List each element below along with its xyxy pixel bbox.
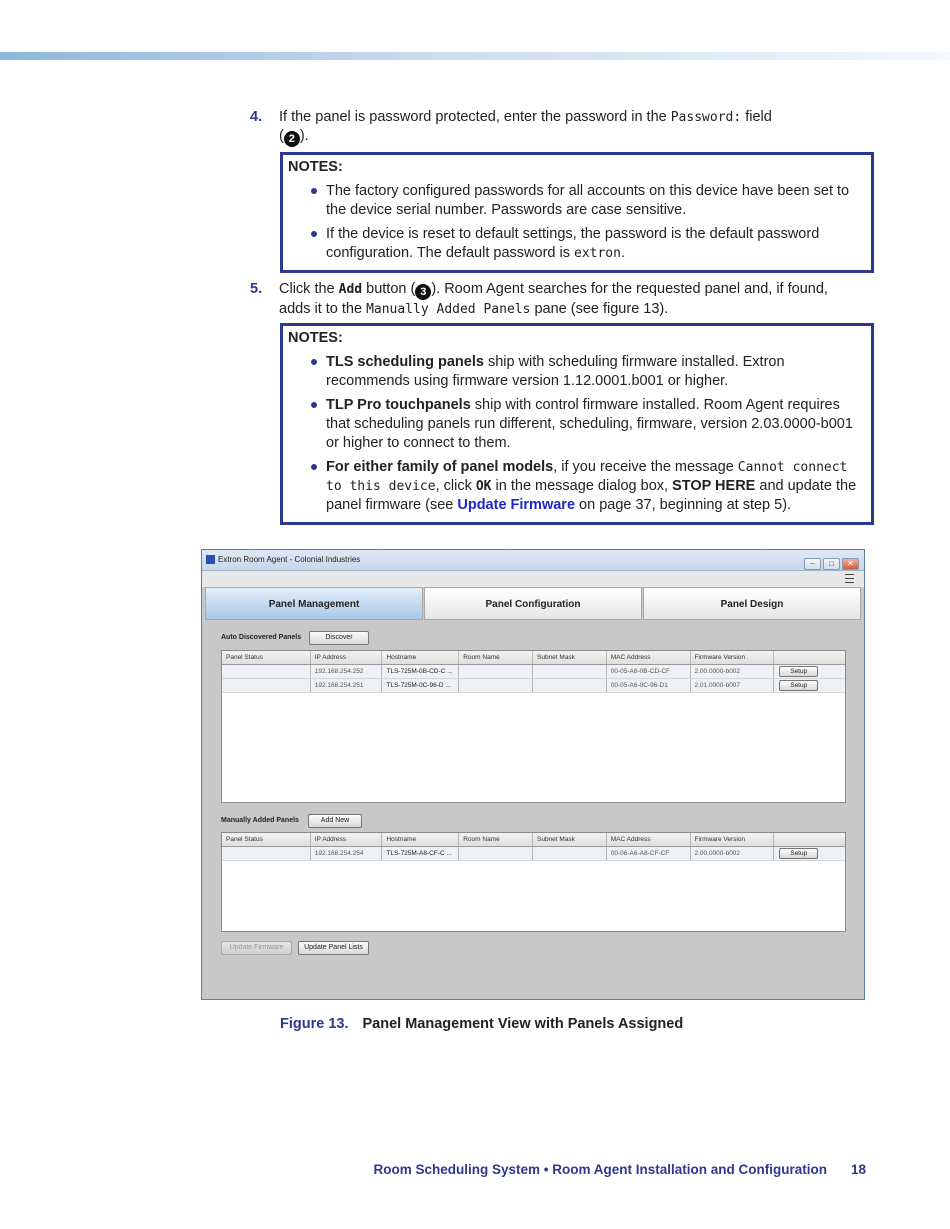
cell-mac: 00-05-A6-0B-CD-CF bbox=[607, 665, 691, 678]
cell-ip: 192.168.254.254 bbox=[311, 847, 383, 860]
discover-button[interactable]: Discover bbox=[309, 631, 369, 645]
step-number: 5. bbox=[250, 281, 263, 297]
maximize-icon[interactable]: □ bbox=[823, 558, 840, 570]
step-text: button ( bbox=[362, 281, 416, 297]
note-text: , click bbox=[435, 478, 476, 494]
step-text: Click the bbox=[279, 281, 339, 297]
tab-panel-configuration[interactable]: Panel Configuration bbox=[424, 587, 642, 620]
cell-room bbox=[459, 847, 533, 860]
cell-firmware: 2.00.0000-b002 bbox=[691, 847, 775, 860]
cell-subnet bbox=[533, 665, 607, 678]
notes-heading: NOTES: bbox=[288, 330, 343, 346]
cell-status bbox=[222, 679, 311, 692]
note-item bbox=[288, 182, 866, 220]
notes-heading: NOTES: bbox=[288, 159, 343, 175]
cell-firmware: 2.00.0000-b002 bbox=[691, 665, 775, 678]
code-text: Manually Added Panels bbox=[366, 302, 531, 317]
tab-panel-management[interactable]: Panel Management bbox=[205, 587, 423, 620]
field-name: Password: bbox=[670, 110, 742, 125]
step-5 bbox=[250, 280, 862, 319]
code-text: Cannot connect to this device bbox=[326, 460, 848, 494]
app-window bbox=[201, 549, 865, 1000]
cell-hostname: TLS-725M-0B-CD-C ... bbox=[382, 665, 459, 678]
setup-button[interactable]: Setup bbox=[779, 848, 818, 859]
table-header bbox=[222, 833, 845, 847]
code-text: OK bbox=[475, 479, 492, 494]
figure-caption bbox=[280, 1016, 683, 1032]
paren: ( bbox=[279, 128, 284, 144]
column-header[interactable]: Firmware Version bbox=[691, 833, 775, 846]
column-header bbox=[774, 651, 845, 664]
table-row[interactable] bbox=[222, 665, 845, 679]
note-bold: TLS scheduling panels bbox=[326, 354, 484, 370]
note-text: The factory configured passwords for all accounts on this device have been set to the device serial number. Passwords are case sensitive. bbox=[326, 183, 850, 218]
close-icon[interactable]: ✕ bbox=[842, 558, 859, 570]
cell-status bbox=[222, 665, 311, 678]
code-text: extron bbox=[574, 246, 621, 261]
note-bold: TLP Pro touchpanels bbox=[326, 397, 471, 413]
cell-subnet bbox=[533, 847, 607, 860]
column-header[interactable]: MAC Address bbox=[607, 833, 691, 846]
page-footer bbox=[373, 1162, 866, 1177]
title-bar bbox=[202, 550, 864, 571]
auto-discovered-table bbox=[221, 650, 846, 803]
note-item bbox=[288, 353, 866, 391]
note-bold: For either family of panel models bbox=[326, 459, 554, 475]
cell-hostname: TLS-725M-A8-CF-C ... bbox=[382, 847, 459, 860]
manually-added-table bbox=[221, 832, 846, 932]
table-header bbox=[222, 651, 845, 665]
note-text: on page 37, beginning at step 5). bbox=[575, 497, 792, 513]
footer-text: Room Scheduling System • Room Agent Installation and Configuration bbox=[373, 1162, 827, 1177]
table-row[interactable] bbox=[222, 679, 845, 693]
minimize-icon[interactable]: – bbox=[804, 558, 821, 570]
notes-box bbox=[280, 152, 874, 273]
figure-title: Panel Management View with Panels Assigned bbox=[362, 1016, 684, 1032]
step-text: field bbox=[741, 109, 772, 125]
step-text: ). Room Agent searches for the requested panel and, if found, adds it to the bbox=[279, 281, 828, 317]
cell-ip: 192.168.254.252 bbox=[311, 665, 383, 678]
update-firmware-button[interactable]: Update Firmware bbox=[221, 941, 292, 955]
column-header[interactable]: Subnet Mask bbox=[533, 651, 607, 664]
step-4 bbox=[250, 108, 862, 147]
note-text: If the device is reset to default settings, the password is the default password configuration. The default password is bbox=[326, 226, 820, 261]
column-header bbox=[774, 833, 845, 846]
callout-2-icon: 2 bbox=[284, 131, 300, 147]
setup-button[interactable]: Setup bbox=[779, 666, 818, 677]
note-text: ship with scheduling firmware installed. Extron recommends using firmware version 1.12.0001.b001 or higher. bbox=[326, 354, 785, 389]
tab-panel-design[interactable]: Panel Design bbox=[643, 587, 861, 620]
column-header[interactable]: Panel Status bbox=[222, 651, 311, 664]
cell-firmware: 2.01.0000-b007 bbox=[691, 679, 775, 692]
notes-box bbox=[280, 323, 874, 525]
table-row[interactable] bbox=[222, 847, 845, 861]
header-gradient-bar bbox=[0, 52, 950, 60]
callout-3-icon: 3 bbox=[415, 284, 431, 300]
column-header[interactable]: Room Name bbox=[459, 833, 533, 846]
note-text: in the message dialog box, bbox=[491, 478, 673, 494]
note-text: , if you receive the message bbox=[553, 459, 738, 475]
column-header[interactable]: Hostname bbox=[382, 833, 459, 846]
cell-room bbox=[459, 665, 533, 678]
setup-button[interactable]: Setup bbox=[779, 680, 818, 691]
cell-subnet bbox=[533, 679, 607, 692]
column-header[interactable]: IP Address bbox=[311, 651, 383, 664]
step-number: 4. bbox=[250, 109, 263, 125]
note-item bbox=[288, 396, 866, 453]
cell-status bbox=[222, 847, 311, 860]
menu-icon[interactable] bbox=[845, 574, 854, 583]
add-new-button[interactable]: Add New bbox=[308, 814, 362, 828]
cell-room bbox=[459, 679, 533, 692]
tab-bar bbox=[205, 587, 862, 620]
cell-ip: 192.168.254.251 bbox=[311, 679, 383, 692]
cell-mac: 00-06-A6-A8-CF-CF bbox=[607, 847, 691, 860]
manually-added-label: Manually Added Panels bbox=[221, 817, 299, 824]
note-bold: STOP HERE bbox=[672, 478, 756, 494]
cell-action bbox=[774, 679, 845, 692]
column-header[interactable]: MAC Address bbox=[607, 651, 691, 664]
code-text: Add bbox=[338, 282, 363, 297]
column-header[interactable]: Panel Status bbox=[222, 833, 311, 846]
menu-bar bbox=[202, 571, 864, 587]
app-icon bbox=[206, 555, 215, 564]
paren: ). bbox=[299, 128, 309, 144]
page-number: 18 bbox=[850, 1162, 866, 1177]
step-text: If the panel is password protected, enter the password in the bbox=[279, 109, 671, 125]
update-firmware-link[interactable]: Update Firmware bbox=[457, 497, 576, 513]
column-header[interactable]: Subnet Mask bbox=[533, 833, 607, 846]
column-header[interactable]: IP Address bbox=[311, 833, 383, 846]
column-header[interactable]: Room Name bbox=[459, 651, 533, 664]
figure-number: Figure 13. bbox=[280, 1016, 349, 1032]
column-header[interactable]: Firmware Version bbox=[691, 651, 775, 664]
note-text: ship with control firmware installed. Room Agent requires that scheduling panels run different, scheduling, firmware, version 2.03.0000-b001 or higher to connect to them. bbox=[326, 397, 853, 451]
auto-discovered-label: Auto Discovered Panels bbox=[221, 634, 302, 641]
cell-action bbox=[774, 847, 845, 860]
note-text: . bbox=[620, 245, 625, 261]
step-text: pane (see figure 13). bbox=[530, 301, 669, 317]
note-item bbox=[288, 458, 866, 515]
cell-mac: 00-05-A6-0C-96-D1 bbox=[607, 679, 691, 692]
cell-hostname: TLS-725M-0C-96-D ... bbox=[382, 679, 459, 692]
column-header[interactable]: Hostname bbox=[382, 651, 459, 664]
cell-action bbox=[774, 665, 845, 678]
window-title: Extron Room Agent - Colonial Industries bbox=[218, 555, 361, 564]
update-panel-lists-button[interactable]: Update Panel Lists bbox=[298, 941, 369, 955]
note-item bbox=[288, 225, 866, 263]
note-text: and update the panel firmware (see bbox=[326, 478, 857, 513]
